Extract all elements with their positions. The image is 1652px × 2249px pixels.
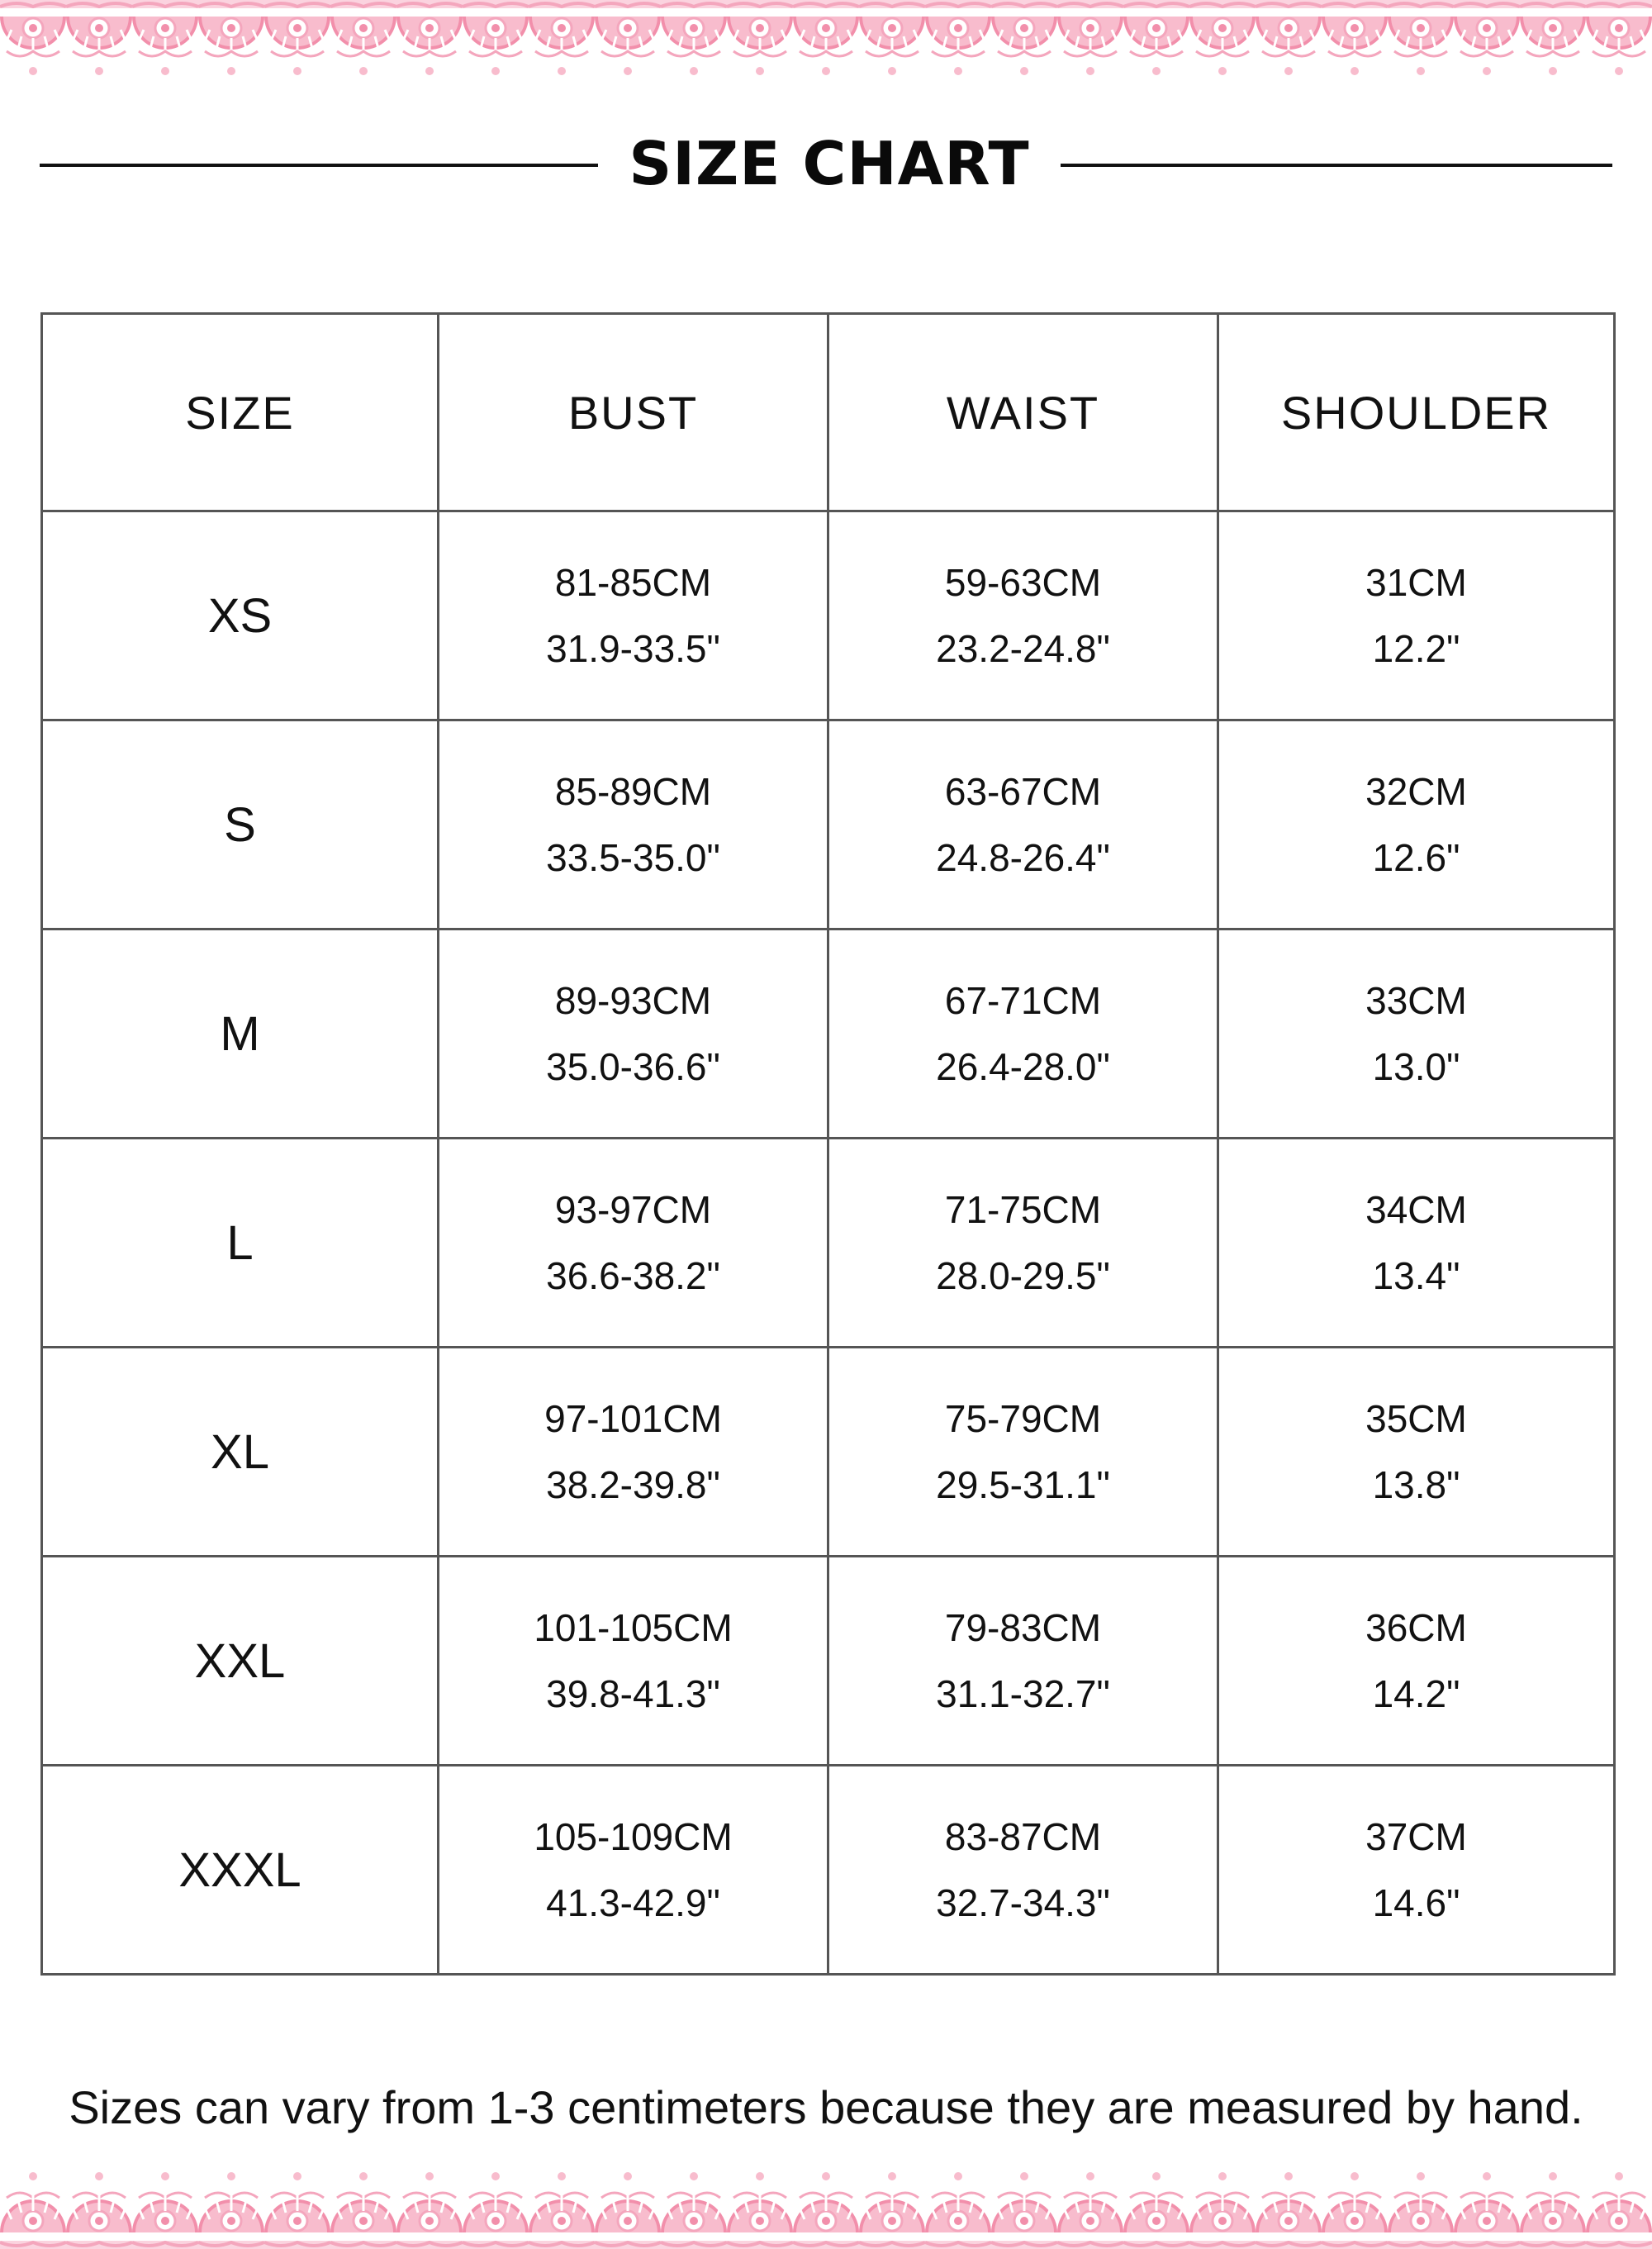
shoulder-cell <box>1218 1557 1615 1766</box>
size-cell: XS <box>42 511 439 720</box>
shoulder-cm: 34CM <box>1365 1188 1467 1231</box>
bust-cell <box>439 720 828 930</box>
bust-cell <box>439 1766 828 1975</box>
bust-cm: 101-105CM <box>534 1606 733 1649</box>
waist-inch: 28.0-29.5" <box>936 1254 1110 1297</box>
shoulder-cm: 33CM <box>1365 979 1467 1022</box>
waist-cell <box>828 1557 1218 1766</box>
shoulder-inch: 13.8" <box>1372 1463 1460 1506</box>
waist-cell <box>828 1348 1218 1557</box>
waist-cell <box>828 1139 1218 1348</box>
shoulder-inch: 13.0" <box>1372 1045 1460 1088</box>
bust-cm: 93-97CM <box>554 1188 712 1231</box>
waist-inch: 26.4-28.0" <box>936 1045 1110 1088</box>
column-header-shoulder: SHOULDER <box>1218 314 1615 511</box>
size-cell: M <box>42 930 439 1139</box>
shoulder-cell <box>1218 720 1615 930</box>
waist-cell <box>828 1766 1218 1975</box>
bust-inch: 31.9-33.5" <box>546 627 720 670</box>
shoulder-cell <box>1218 1766 1615 1975</box>
bust-cell <box>439 1348 828 1557</box>
table-row <box>42 1557 1615 1766</box>
shoulder-cell <box>1218 930 1615 1139</box>
waist-inch: 23.2-24.8" <box>936 627 1110 670</box>
bust-inch: 36.6-38.2" <box>546 1254 720 1297</box>
table-row <box>42 1766 1615 1975</box>
waist-cm: 71-75CM <box>944 1188 1102 1231</box>
column-header-bust: BUST <box>439 314 828 511</box>
column-header-waist: WAIST <box>828 314 1218 511</box>
waist-cm: 63-67CM <box>944 770 1102 813</box>
shoulder-inch: 13.4" <box>1372 1254 1460 1297</box>
bust-inch: 33.5-35.0" <box>546 836 720 879</box>
bust-cm: 85-89CM <box>554 770 712 813</box>
size-cell: XL <box>42 1348 439 1557</box>
bust-cm: 105-109CM <box>534 1815 733 1858</box>
waist-cm: 59-63CM <box>944 561 1102 604</box>
bust-cm: 81-85CM <box>554 561 712 604</box>
table-row <box>42 511 1615 720</box>
lace-border-top <box>0 0 1652 88</box>
shoulder-cm: 31CM <box>1365 561 1467 604</box>
bust-inch: 38.2-39.8" <box>546 1463 720 1506</box>
waist-cell <box>828 511 1218 720</box>
bust-cell <box>439 511 828 720</box>
shoulder-cell <box>1218 511 1615 720</box>
bust-cell <box>439 1139 828 1348</box>
shoulder-cell <box>1218 1139 1615 1348</box>
bust-inch: 39.8-41.3" <box>546 1672 720 1715</box>
waist-cm: 83-87CM <box>944 1815 1102 1858</box>
bust-inch: 35.0-36.6" <box>546 1045 720 1088</box>
waist-cm: 79-83CM <box>944 1606 1102 1649</box>
waist-inch: 24.8-26.4" <box>936 836 1110 879</box>
shoulder-cell <box>1218 1348 1615 1557</box>
bust-cm: 89-93CM <box>554 979 712 1022</box>
shoulder-inch: 12.2" <box>1372 627 1460 670</box>
waist-inch: 32.7-34.3" <box>936 1881 1110 1924</box>
waist-inch: 31.1-32.7" <box>936 1672 1110 1715</box>
size-chart-table <box>40 312 1616 1976</box>
page-title: SIZE CHART <box>629 129 1030 198</box>
table-row <box>42 930 1615 1139</box>
bust-cm: 97-101CM <box>544 1397 722 1440</box>
size-cell: XXL <box>42 1557 439 1766</box>
table-row <box>42 1139 1615 1348</box>
shoulder-inch: 12.6" <box>1372 836 1460 879</box>
shoulder-cm: 37CM <box>1365 1815 1467 1858</box>
column-header-size: SIZE <box>42 314 439 511</box>
shoulder-inch: 14.2" <box>1372 1672 1460 1715</box>
table-row <box>42 720 1615 930</box>
shoulder-cm: 32CM <box>1365 770 1467 813</box>
waist-cell <box>828 720 1218 930</box>
shoulder-cm: 35CM <box>1365 1397 1467 1440</box>
shoulder-cm: 36CM <box>1365 1606 1467 1649</box>
bust-inch: 41.3-42.9" <box>546 1881 720 1924</box>
size-cell: L <box>42 1139 439 1348</box>
title-section <box>0 116 1652 215</box>
size-cell: XXXL <box>42 1766 439 1975</box>
waist-cm: 75-79CM <box>944 1397 1102 1440</box>
title-rule-right <box>1061 164 1612 167</box>
size-cell: S <box>42 720 439 930</box>
measurement-note: Sizes can vary from 1-3 centimeters because they are measured by hand. <box>69 2081 1583 2133</box>
table-row <box>42 1348 1615 1557</box>
bust-cell <box>439 930 828 1139</box>
waist-cell <box>828 930 1218 1139</box>
waist-inch: 29.5-31.1" <box>936 1463 1110 1506</box>
title-rule-left <box>40 164 598 167</box>
table-header-row <box>42 314 1615 511</box>
bust-cell <box>439 1557 828 1766</box>
waist-cm: 67-71CM <box>944 979 1102 1022</box>
shoulder-inch: 14.6" <box>1372 1881 1460 1924</box>
lace-border-bottom <box>0 2161 1652 2249</box>
